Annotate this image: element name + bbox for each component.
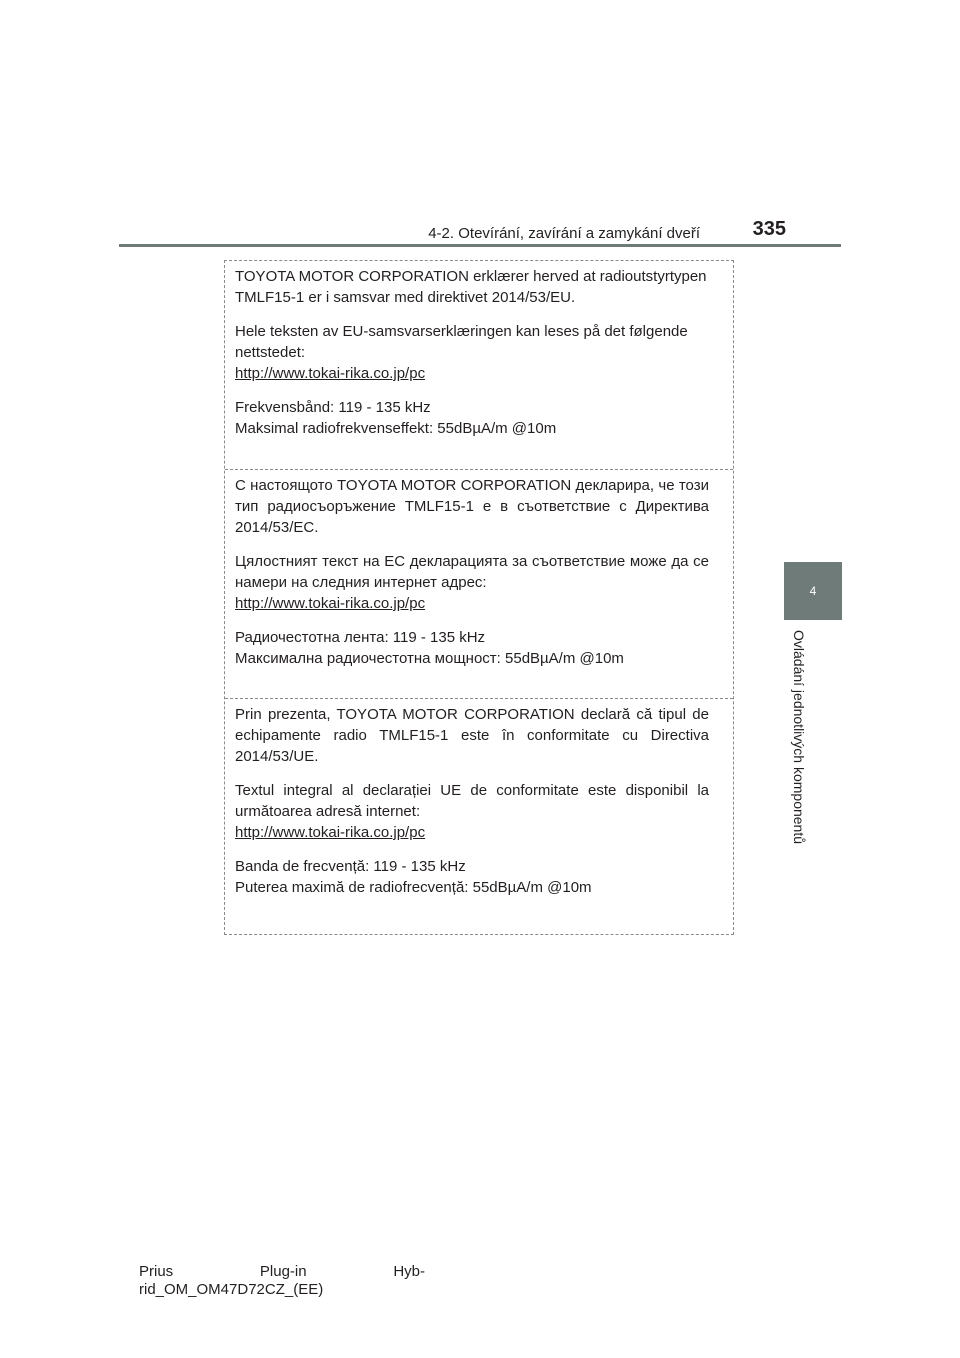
chapter-caption: Ovládání jednotlivých komponentů — [791, 630, 807, 845]
chapter-tab[interactable] — [784, 562, 842, 620]
page-number: 335 — [752, 218, 786, 240]
declaration-full-text-note: Hele teksten av EU-samsvarserklæringen kan leses på det følgende nettstedet: — [235, 323, 688, 361]
declaration-link[interactable]: http://www.tokai-rika.co.jp/pc — [235, 365, 426, 382]
chapter-number: 4 — [809, 584, 817, 598]
declaration-intro: С настоящото TOYOTA MOTOR CORPORATION декларира, че този тип радиосъоръжение TMLF15-1 е в съответствие с Директива 2014/53/EC. — [235, 477, 709, 536]
declaration-full-text-note: Цялостният текст на ЕС декларацията за съответствие може да се намери на следния интернет адрес: — [235, 553, 709, 591]
declaration-romanian — [225, 698, 733, 934]
header-rule — [119, 244, 841, 247]
declaration-link[interactable]: http://www.tokai-rika.co.jp/pc — [235, 824, 426, 841]
declaration-table — [224, 260, 734, 935]
frequency-band: Радиочестотна лента: 119 - 135 kHz — [235, 629, 486, 646]
max-power: Maksimal radiofrekvenseffekt: 55dBµA/m @10m — [235, 420, 557, 437]
declaration-full-text-note: Textul integral al declarației UE de conformitate este disponibil la următoarea adresă internet: — [235, 782, 709, 820]
footer-model: Prius — [139, 1263, 174, 1280]
max-power: Puterea maximă de radiofrecvență: 55dBµA/m @10m — [235, 879, 592, 896]
declaration-link[interactable]: http://www.tokai-rika.co.jp/pc — [235, 595, 426, 612]
frequency-band: Frekvensbånd: 119 - 135 kHz — [235, 399, 431, 416]
document-footer — [139, 1263, 439, 1299]
declaration-intro: Prin prezenta, TOYOTA MOTOR CORPORATION declară că tipul de echipamente radio TMLF15-1 este în conformitate cu Directiva 2014/53/UE. — [235, 706, 709, 765]
max-power: Максимална радиочестотна мощност: 55dBµA/m @10m — [235, 650, 624, 667]
footer-variant: Plug-in — [259, 1263, 307, 1280]
declaration-bulgarian — [225, 469, 733, 698]
footer-code: rid_OM_OM47D72CZ_(EE) — [139, 1281, 324, 1298]
declaration-norwegian — [225, 261, 733, 469]
footer-type: Hyb- — [393, 1263, 425, 1280]
declaration-intro: TOYOTA MOTOR CORPORATION erklærer herved at radioutstyrtypen TMLF15-1 er i samsvar med direktivet 2014/53/EU. — [235, 268, 707, 306]
section-title: 4-2. Otevírání, zavírání a zamykání dveří — [428, 225, 700, 242]
frequency-band: Banda de frecvență: 119 - 135 kHz — [235, 858, 466, 875]
